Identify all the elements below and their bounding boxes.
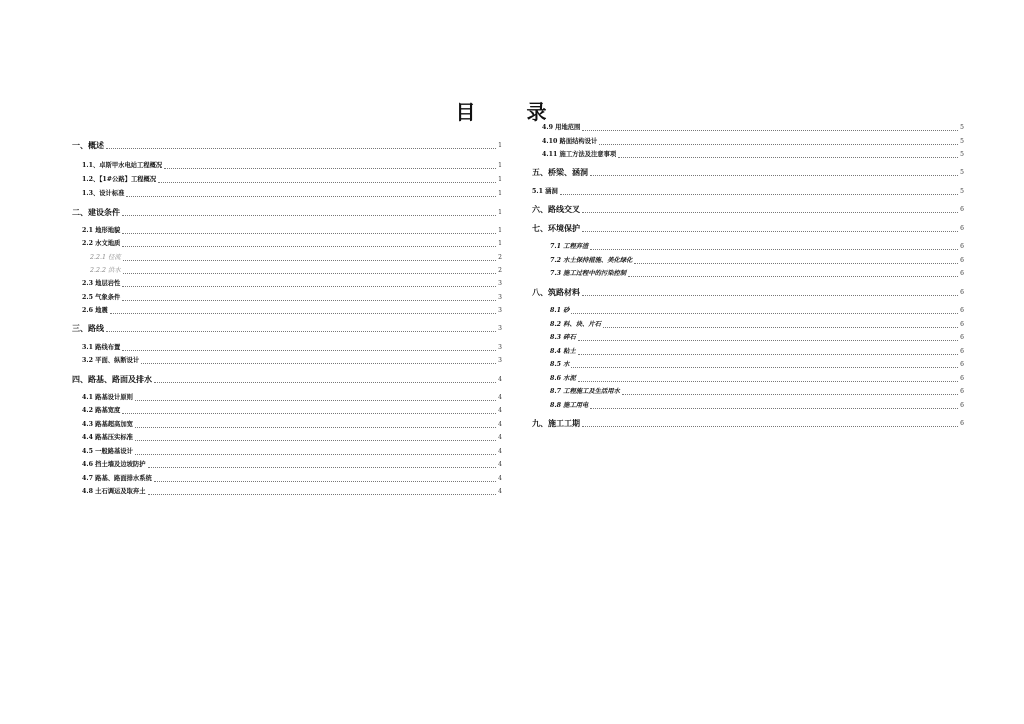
dot-leader xyxy=(590,407,958,409)
toc-entry[interactable] xyxy=(72,486,502,497)
toc-entry-page-number: 4 xyxy=(498,407,502,414)
toc-entry-page-number: 6 xyxy=(960,289,964,296)
toc-entry-page-number: 3 xyxy=(498,357,502,364)
toc-title: 目 录 xyxy=(455,100,569,124)
toc-entry-page-number: 4 xyxy=(498,488,502,495)
toc-entry[interactable] xyxy=(72,140,502,151)
toc-entry-page-number: 3 xyxy=(498,325,502,332)
dot-leader xyxy=(135,399,496,401)
toc-entry[interactable] xyxy=(72,188,502,199)
toc-entry[interactable] xyxy=(72,207,502,218)
toc-entry-label: 8.3 碎石 xyxy=(550,334,576,341)
toc-entry-label: 7.3 施工过程中的污染控制 xyxy=(550,270,627,277)
toc-entry-page-number: 6 xyxy=(960,206,964,213)
toc-entry-label: 一、概述 xyxy=(72,140,104,150)
toc-entry-label: 8.6 水泥 xyxy=(550,375,576,382)
toc-entry[interactable] xyxy=(532,400,964,411)
toc-entry-page-number: 6 xyxy=(960,225,964,232)
toc-entry[interactable] xyxy=(532,346,964,357)
toc-entry-label: 4.6 挡土墙及边坡防护 xyxy=(82,461,146,468)
toc-entry-page-number: 4 xyxy=(498,448,502,455)
toc-entry-page-number: 3 xyxy=(498,344,502,351)
toc-entry-page-number: 4 xyxy=(498,434,502,441)
toc-entry-label: 4.7 路基、路面排水系统 xyxy=(82,475,152,482)
toc-entry[interactable] xyxy=(532,268,964,279)
toc-entry-label: 4.8 土石调运及取弃土 xyxy=(82,488,146,495)
dot-leader xyxy=(158,181,496,183)
dot-leader xyxy=(590,174,958,176)
dot-leader xyxy=(122,285,496,287)
dot-leader xyxy=(123,259,497,261)
dot-leader xyxy=(141,362,496,364)
toc-entry-page-number: 6 xyxy=(960,375,964,382)
toc-entry-page-number: 5 xyxy=(960,124,964,131)
dot-leader xyxy=(578,380,958,382)
dot-leader xyxy=(582,211,958,213)
toc-entry[interactable] xyxy=(532,149,964,160)
toc-entry-label: 8.4 粘土 xyxy=(550,348,576,355)
toc-entry-page-number: 5 xyxy=(960,151,964,158)
dot-leader xyxy=(590,248,958,250)
toc-entry[interactable] xyxy=(532,122,964,133)
toc-entry[interactable] xyxy=(72,342,502,353)
toc-entry-label: 2.2.1 径流 xyxy=(90,254,121,261)
dot-leader xyxy=(154,381,496,383)
toc-entry-page-number: 3 xyxy=(498,307,502,314)
toc-entry-label: 8.7 工程施工及生活用水 xyxy=(550,388,620,395)
toc-entry-page-number: 6 xyxy=(960,388,964,395)
toc-entry-page-number: 6 xyxy=(960,361,964,368)
toc-entry-page-number: 4 xyxy=(498,376,502,383)
toc-entry[interactable] xyxy=(72,225,502,236)
toc-entry-page-number: 1 xyxy=(498,190,502,197)
dot-leader xyxy=(148,493,497,495)
toc-entry[interactable] xyxy=(72,419,502,430)
toc-entry-page-number: 1 xyxy=(498,227,502,234)
dot-leader xyxy=(122,214,496,216)
toc-entry-page-number: 4 xyxy=(498,421,502,428)
toc-entry-label: 七、环境保护 xyxy=(532,223,580,233)
toc-entry-label: 8.5 水 xyxy=(550,361,570,368)
toc-entry-label: 4.3 路基超高加宽 xyxy=(82,421,133,428)
toc-entry[interactable] xyxy=(72,305,502,316)
toc-entry-label: 2.5 气象条件 xyxy=(82,294,121,301)
toc-entry[interactable] xyxy=(72,252,502,263)
toc-entry[interactable] xyxy=(72,323,502,334)
toc-entry[interactable] xyxy=(532,418,964,429)
toc-entry-label: 4.4 路基压实标准 xyxy=(82,434,133,441)
dot-leader xyxy=(122,245,496,247)
toc-entry-page-number: 4 xyxy=(498,394,502,401)
toc-entry-label: 2.2.2 洪水 xyxy=(90,267,121,274)
toc-entry-page-number: 3 xyxy=(498,294,502,301)
dot-leader xyxy=(135,453,496,455)
toc-entry-label: 4.1 路基设计原则 xyxy=(82,394,133,401)
toc-entry-label: 8.1 砂 xyxy=(550,307,570,314)
dot-leader xyxy=(603,326,958,328)
toc-entry-label: 1.1、卓斯甲水电站工程概况 xyxy=(82,162,163,169)
dot-leader xyxy=(634,262,958,264)
toc-entry-page-number: 5 xyxy=(960,169,964,176)
dot-leader xyxy=(122,349,496,351)
toc-entry-label: 8.2 料、块、片石 xyxy=(550,321,601,328)
toc-entry[interactable] xyxy=(72,292,502,303)
toc-entry-label: 7.1 工程弃渣 xyxy=(550,243,589,250)
toc-entry[interactable] xyxy=(72,160,502,171)
toc-entry-label: 3.1 路线布置 xyxy=(82,344,121,351)
toc-entry[interactable] xyxy=(72,355,502,366)
toc-entry[interactable] xyxy=(72,374,502,385)
toc-entry-label: 4.2 路基宽度 xyxy=(82,407,121,414)
toc-entry-label: 4.11 施工方法及注意事项 xyxy=(542,151,617,158)
dot-leader xyxy=(135,426,496,428)
toc-entry-page-number: 1 xyxy=(498,162,502,169)
toc-entry[interactable] xyxy=(72,432,502,443)
toc-entry[interactable] xyxy=(72,473,502,484)
toc-entry[interactable] xyxy=(72,174,502,185)
dot-leader xyxy=(628,275,958,277)
dot-leader xyxy=(582,294,958,296)
toc-entry-page-number: 6 xyxy=(960,334,964,341)
toc-entry[interactable] xyxy=(532,186,964,197)
toc-entry-page-number: 1 xyxy=(498,240,502,247)
toc-entry-label: 7.2 水土保持措施、美化绿化 xyxy=(550,257,633,264)
toc-entry[interactable] xyxy=(72,238,502,249)
toc-entry-page-number: 6 xyxy=(960,243,964,250)
toc-entry-label: 5.1 涵洞 xyxy=(532,188,558,195)
toc-entry-page-number: 6 xyxy=(960,270,964,277)
dot-leader xyxy=(122,299,496,301)
dot-leader xyxy=(164,167,496,169)
toc-entry-label: 八、筑路材料 xyxy=(532,287,580,297)
toc-entry[interactable] xyxy=(532,167,964,178)
dot-leader xyxy=(582,425,958,427)
toc-entry[interactable] xyxy=(72,446,502,457)
dot-leader xyxy=(123,272,497,274)
toc-entry-label: 1.2、【1#公路】工程概况 xyxy=(82,176,157,183)
dot-leader xyxy=(599,143,958,145)
dot-leader xyxy=(560,193,958,195)
dot-leader xyxy=(622,393,958,395)
toc-entry-page-number: 1 xyxy=(498,209,502,216)
toc-entry-page-number: 6 xyxy=(960,402,964,409)
toc-entry[interactable] xyxy=(532,319,964,330)
toc-entry[interactable] xyxy=(532,223,964,234)
toc-entry-label: 2.2 水文地质 xyxy=(82,240,121,247)
toc-entry-label: 2.1 地形地貌 xyxy=(82,227,121,234)
toc-entry[interactable] xyxy=(72,265,502,276)
toc-entry-page-number: 6 xyxy=(960,321,964,328)
dot-leader xyxy=(148,466,497,468)
toc-entry-page-number: 2 xyxy=(498,267,502,274)
dot-leader xyxy=(122,412,496,414)
toc-entry-label: 3.2 平面、纵断设计 xyxy=(82,357,140,364)
toc-entry[interactable] xyxy=(72,459,502,470)
toc-entry-page-number: 4 xyxy=(498,475,502,482)
dot-leader xyxy=(582,129,958,131)
toc-entry-page-number: 5 xyxy=(960,138,964,145)
toc-entry-page-number: 6 xyxy=(960,257,964,264)
toc-entry-label: 三、路线 xyxy=(72,323,104,333)
toc-entry[interactable] xyxy=(532,373,964,384)
toc-entry[interactable] xyxy=(532,359,964,370)
toc-entry-label: 二、建设条件 xyxy=(72,207,120,217)
toc-entry[interactable] xyxy=(532,255,964,266)
toc-entry-page-number: 6 xyxy=(960,348,964,355)
toc-entry-page-number: 1 xyxy=(498,176,502,183)
toc-entry[interactable] xyxy=(72,405,502,416)
toc-entry-label: 九、施工工期 xyxy=(532,418,580,428)
toc-entry[interactable] xyxy=(532,287,964,298)
toc-entry-page-number: 6 xyxy=(960,307,964,314)
toc-entry-label: 四、路基、路面及排水 xyxy=(72,374,152,384)
toc-entry-label: 2.6 地震 xyxy=(82,307,108,314)
toc-entry[interactable] xyxy=(72,392,502,403)
dot-leader xyxy=(582,230,958,232)
toc-entry[interactable] xyxy=(532,386,964,397)
dot-leader xyxy=(106,330,496,332)
toc-entry[interactable] xyxy=(532,305,964,316)
toc-entry-label: 4.5 一般路基设计 xyxy=(82,448,133,455)
toc-entry-page-number: 3 xyxy=(498,280,502,287)
toc-entry-label: 2.3 地层岩性 xyxy=(82,280,121,287)
toc-entry-page-number: 6 xyxy=(960,420,964,427)
toc-entry-label: 六、路线交叉 xyxy=(532,204,580,214)
dot-leader xyxy=(154,480,496,482)
toc-entry[interactable] xyxy=(532,241,964,252)
dot-leader xyxy=(578,353,958,355)
toc-entry[interactable] xyxy=(532,332,964,343)
toc-entry[interactable] xyxy=(532,204,964,215)
dot-leader xyxy=(618,156,958,158)
dot-leader xyxy=(126,195,496,197)
dot-leader xyxy=(571,366,958,368)
dot-leader xyxy=(578,339,958,341)
toc-entry-label: 五、桥梁、涵洞 xyxy=(532,167,588,177)
toc-entry-page-number: 2 xyxy=(498,254,502,261)
toc-entry[interactable] xyxy=(532,136,964,147)
dot-leader xyxy=(106,147,496,149)
toc-entry-label: 1.3、设计标准 xyxy=(82,190,125,197)
toc-entry-page-number: 1 xyxy=(498,142,502,149)
toc-entry-page-number: 5 xyxy=(960,188,964,195)
toc-entry[interactable] xyxy=(72,278,502,289)
dot-leader xyxy=(135,439,496,441)
dot-leader xyxy=(110,312,496,314)
toc-entry-label: 4.9 用地范围 xyxy=(542,124,581,131)
dot-leader xyxy=(571,312,958,314)
dot-leader xyxy=(122,232,496,234)
toc-entry-page-number: 4 xyxy=(498,461,502,468)
toc-entry-label: 4.10 路面结构设计 xyxy=(542,138,598,145)
toc-entry-label: 8.8 施工用电 xyxy=(550,402,589,409)
